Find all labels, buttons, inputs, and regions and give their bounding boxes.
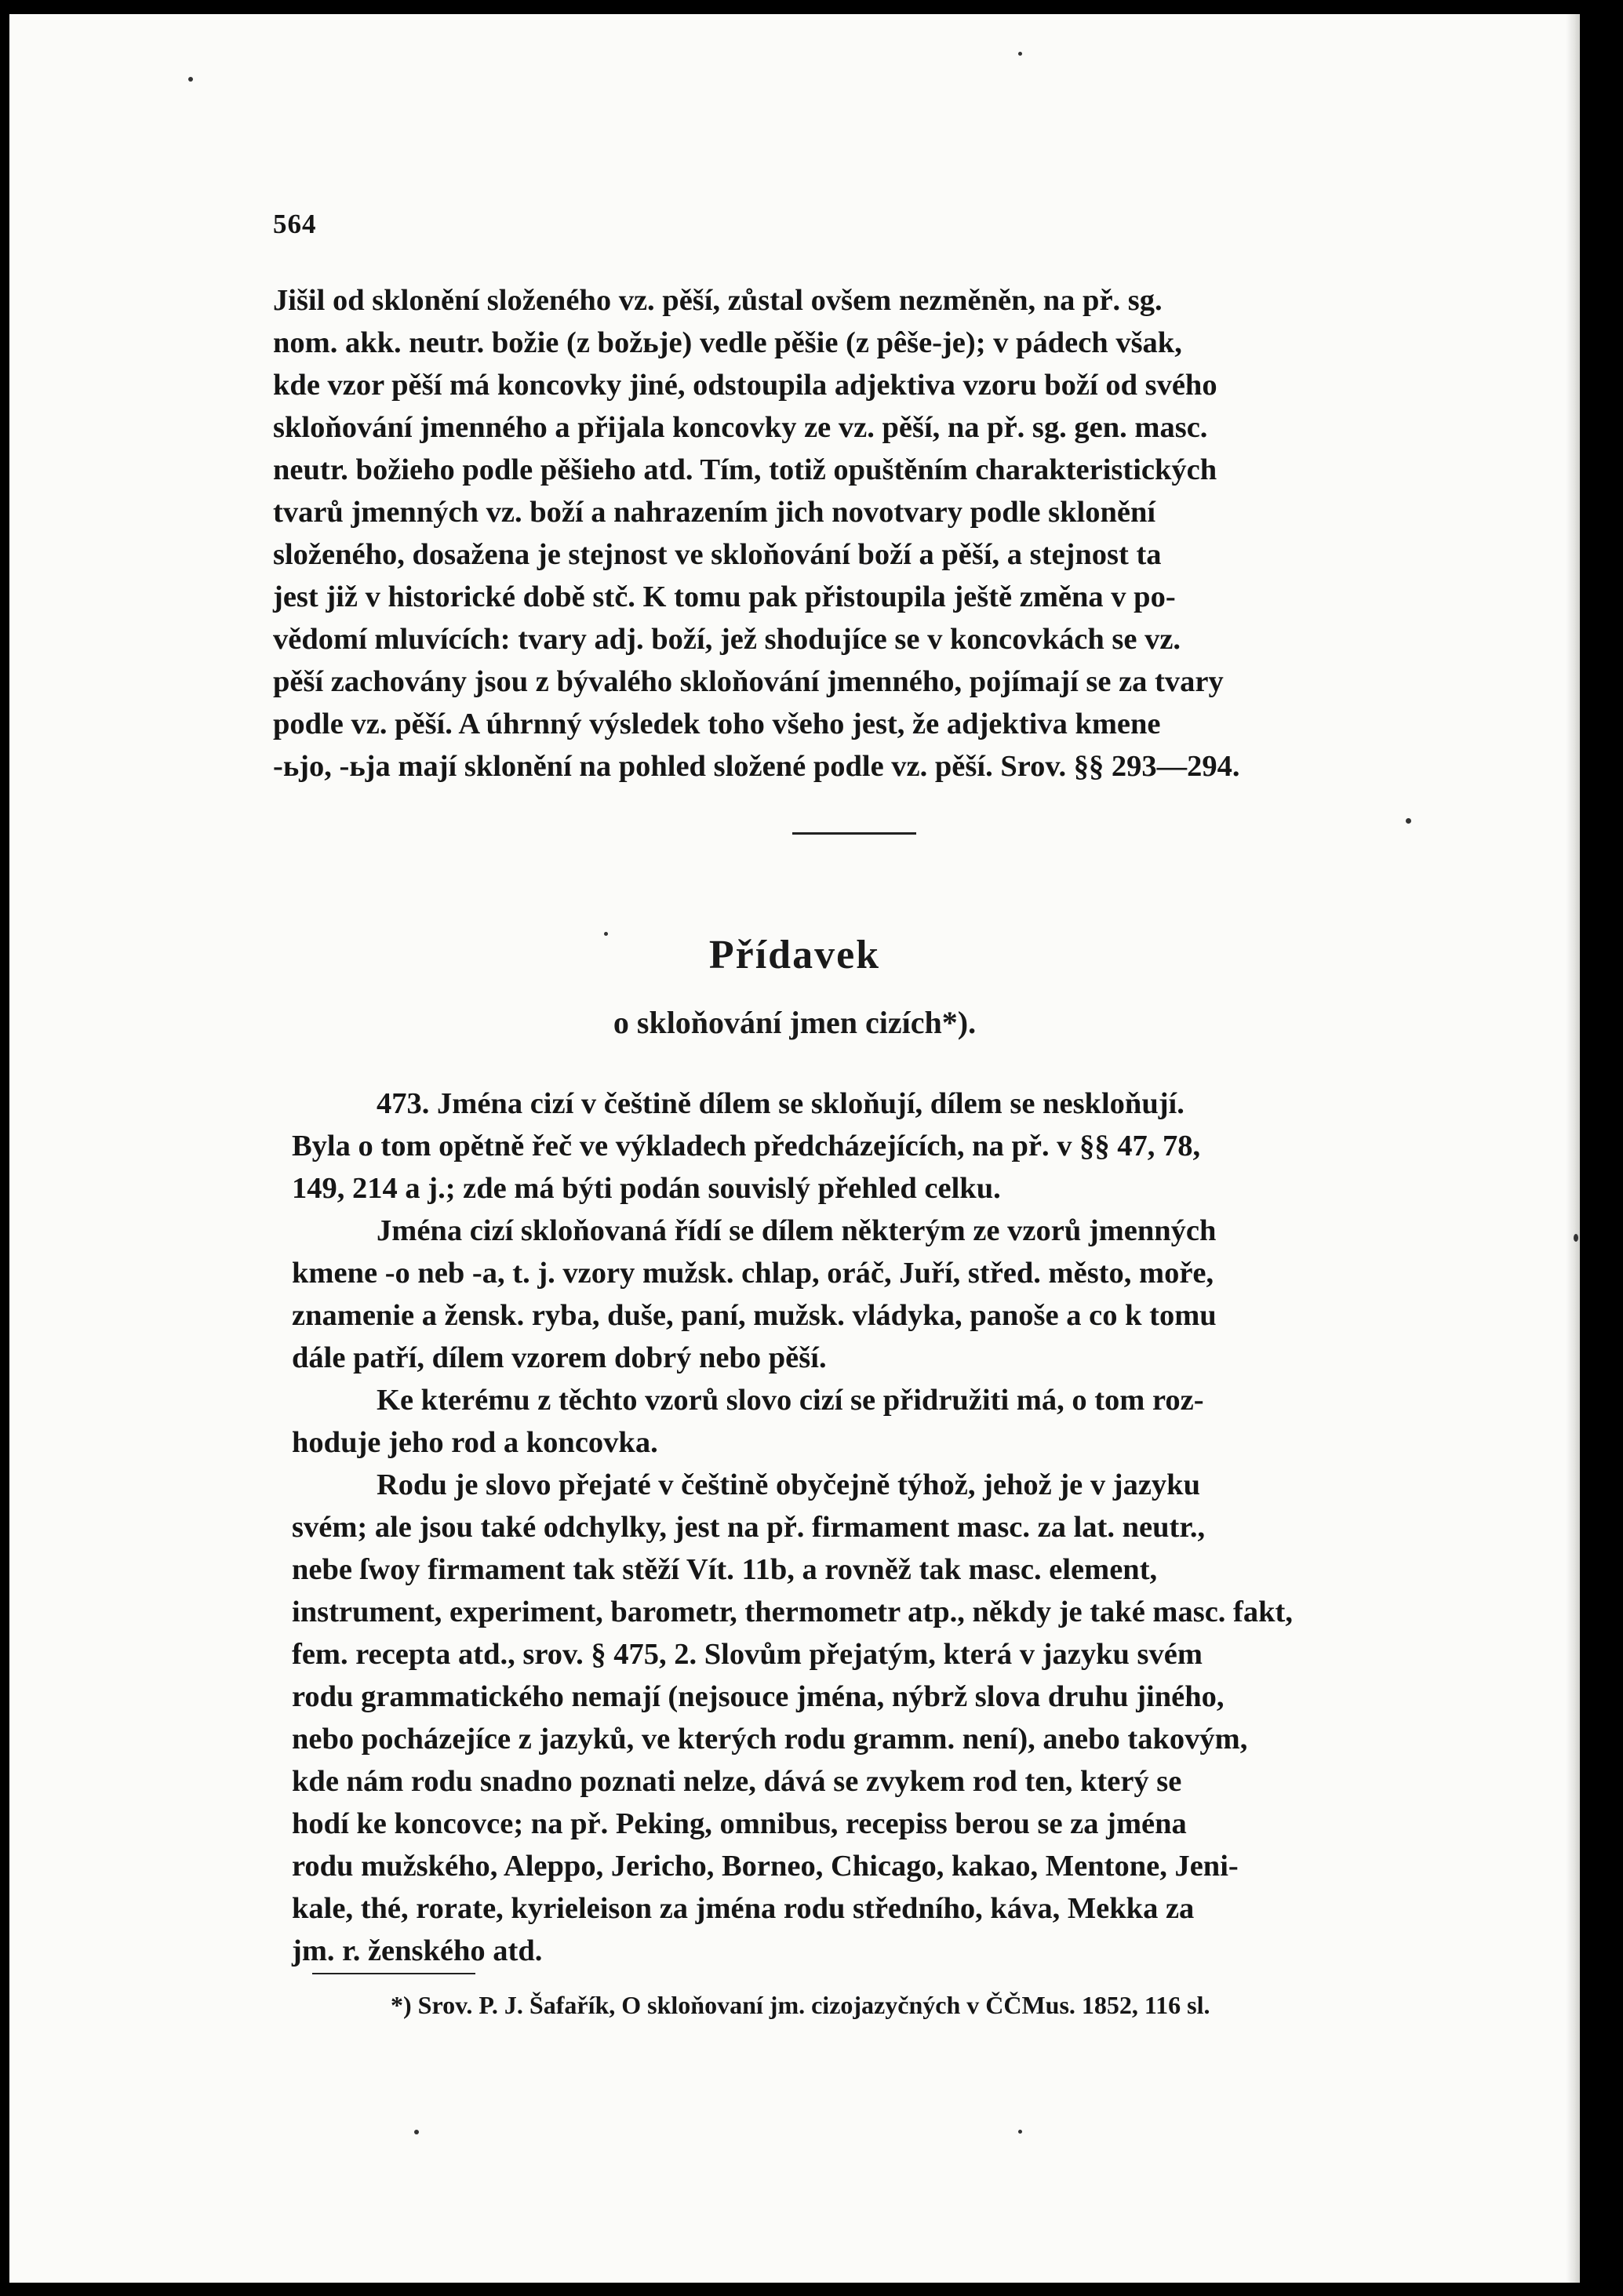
paragraph-473 xyxy=(292,1083,1406,1972)
text-line: hoduje jeho rod a koncovka. xyxy=(292,1426,658,1459)
text-line: nebo pocházejíce z jazyků, ve kterých rodu gramm. není), anebo takovým, xyxy=(292,1723,1248,1756)
appendix-subtitle: o skloňování jmen cizích*). xyxy=(613,1005,977,1040)
text-line: vědomí mluvících: tvary adj. boží, jež shodujíce se v koncovkách se vz. xyxy=(273,623,1181,656)
section-divider xyxy=(792,832,916,835)
text-line: dále patří, dílem vzorem dobrý nebo pěší. xyxy=(292,1341,827,1374)
paragraph-continued xyxy=(273,279,1406,788)
text-line: jest již v historické době stč. K tomu pak přistoupila ještě změna v po- xyxy=(273,580,1176,613)
page-number: 564 xyxy=(273,209,317,239)
text-line: kde vzor pěší má koncovky jiné, odstoupila adjektiva vzoru boží od svého xyxy=(273,369,1217,402)
paper-speck xyxy=(1018,2130,1022,2134)
text-line: rodu grammatického nemají (nejsouce jména, nýbrž slova druhu jiného, xyxy=(292,1680,1225,1713)
text-line: Jišil od sklonění složeného vz. pěší, zůstal ovšem nezměněn, na př. sg. xyxy=(273,284,1163,317)
text-line: svém; ale jsou také odchylky, jest na př. firmament masc. za lat. neutr., xyxy=(292,1511,1206,1544)
paper-speck xyxy=(1574,1234,1578,1242)
text-line: nebe ſwoy firmament tak stěží Vít. 11b, a rovněž tak masc. element, xyxy=(292,1553,1158,1586)
text-line: Ke kterému z těchto vzorů slovo cizí se přidružiti má, o tom roz- xyxy=(377,1384,1204,1417)
text-line: složeného, dosažena je stejnost ve skloňování boží a pěší, a stejnost ta xyxy=(273,538,1162,571)
footnote-rule xyxy=(312,1973,475,1974)
footnote: *) Srov. P. J. Šafařík, O skloňovaní jm. cizojazyčných v ČČMus. 1852, 116 sl. xyxy=(391,1991,1210,2019)
page-edge-shadow xyxy=(1566,14,1580,2283)
text-line: pěší zachovány jsou z bývalého skloňování jmenného, pojímají se za tvary xyxy=(273,665,1224,698)
text-line: Byla o tom opětně řeč ve výkladech předcházejících, na př. v §§ 47, 78, xyxy=(292,1130,1201,1163)
text-line: -ьjo, -ьja mají sklonění na pohled složené podle vz. pěší. Srov. §§ 293—294. xyxy=(273,750,1240,783)
text-line: hodí ke koncovce; na př. Peking, omnibus, recepiss berou se za jména xyxy=(292,1807,1187,1840)
text-line: nom. akk. neutr. božie (z božьje) vedle pěšie (z pêše-je); v pádech však, xyxy=(273,326,1182,359)
text-line: jm. r. ženského atd. xyxy=(292,1934,543,1967)
text-line: podle vz. pěší. A úhrnný výsledek toho všeho jest, že adjektiva kmene xyxy=(273,708,1161,740)
text-line: Rodu je slovo přejaté v češtině obyčejně týhož, jehož je v jazyku xyxy=(377,1468,1200,1501)
text-line: znamenie a žensk. ryba, duše, paní, mužsk. vládyka, panoše a co k tomu xyxy=(292,1299,1217,1332)
paper-speck xyxy=(1018,52,1022,56)
text-line: rodu mužského, Aleppo, Jericho, Borneo, Chicago, kakao, Mentone, Jeni- xyxy=(292,1850,1239,1883)
text-line: fem. recepta atd., srov. § 475, 2. Slovům přejatým, která v jazyku svém xyxy=(292,1638,1203,1671)
paper-speck xyxy=(604,932,608,936)
text-line: kale, thé, rorate, kyrieleison za jména rodu středního, káva, Mekka za xyxy=(292,1892,1195,1925)
text-line: 473. Jména cizí v češtině dílem se skloňují, dílem se neskloňují. xyxy=(377,1087,1184,1120)
appendix-title: Přídavek xyxy=(708,933,881,977)
text-line: kde nám rodu snadno poznati nelze, dává se zvykem rod ten, který se xyxy=(292,1765,1182,1798)
paper-speck xyxy=(414,2130,419,2134)
text-line: Jména cizí skloňovaná řídí se dílem některým ze vzorů jmenných xyxy=(377,1214,1217,1247)
text-line: 149, 214 a j.; zde má býti podán souvislý přehled celku. xyxy=(292,1172,1001,1205)
text-line: kmene -o neb -a, t. j. vzory mužsk. chlap, oráč, Juří, střed. město, moře, xyxy=(292,1257,1214,1290)
book-page xyxy=(9,14,1580,2283)
text-line: skloňování jmenného a přijala koncovky ze vz. pěší, na př. sg. gen. masc. xyxy=(273,411,1208,444)
text-line: instrument, experiment, barometr, thermometr atp., někdy je také masc. fakt, xyxy=(292,1596,1293,1628)
paper-speck xyxy=(188,77,193,82)
text-line: tvarů jmenných vz. boží a nahrazením jich novotvary podle sklonění xyxy=(273,496,1156,529)
paper-speck xyxy=(1406,818,1411,824)
text-line: neutr. božieho podle pěšieho atd. Tím, totiž opuštěním charakteristických xyxy=(273,453,1217,486)
